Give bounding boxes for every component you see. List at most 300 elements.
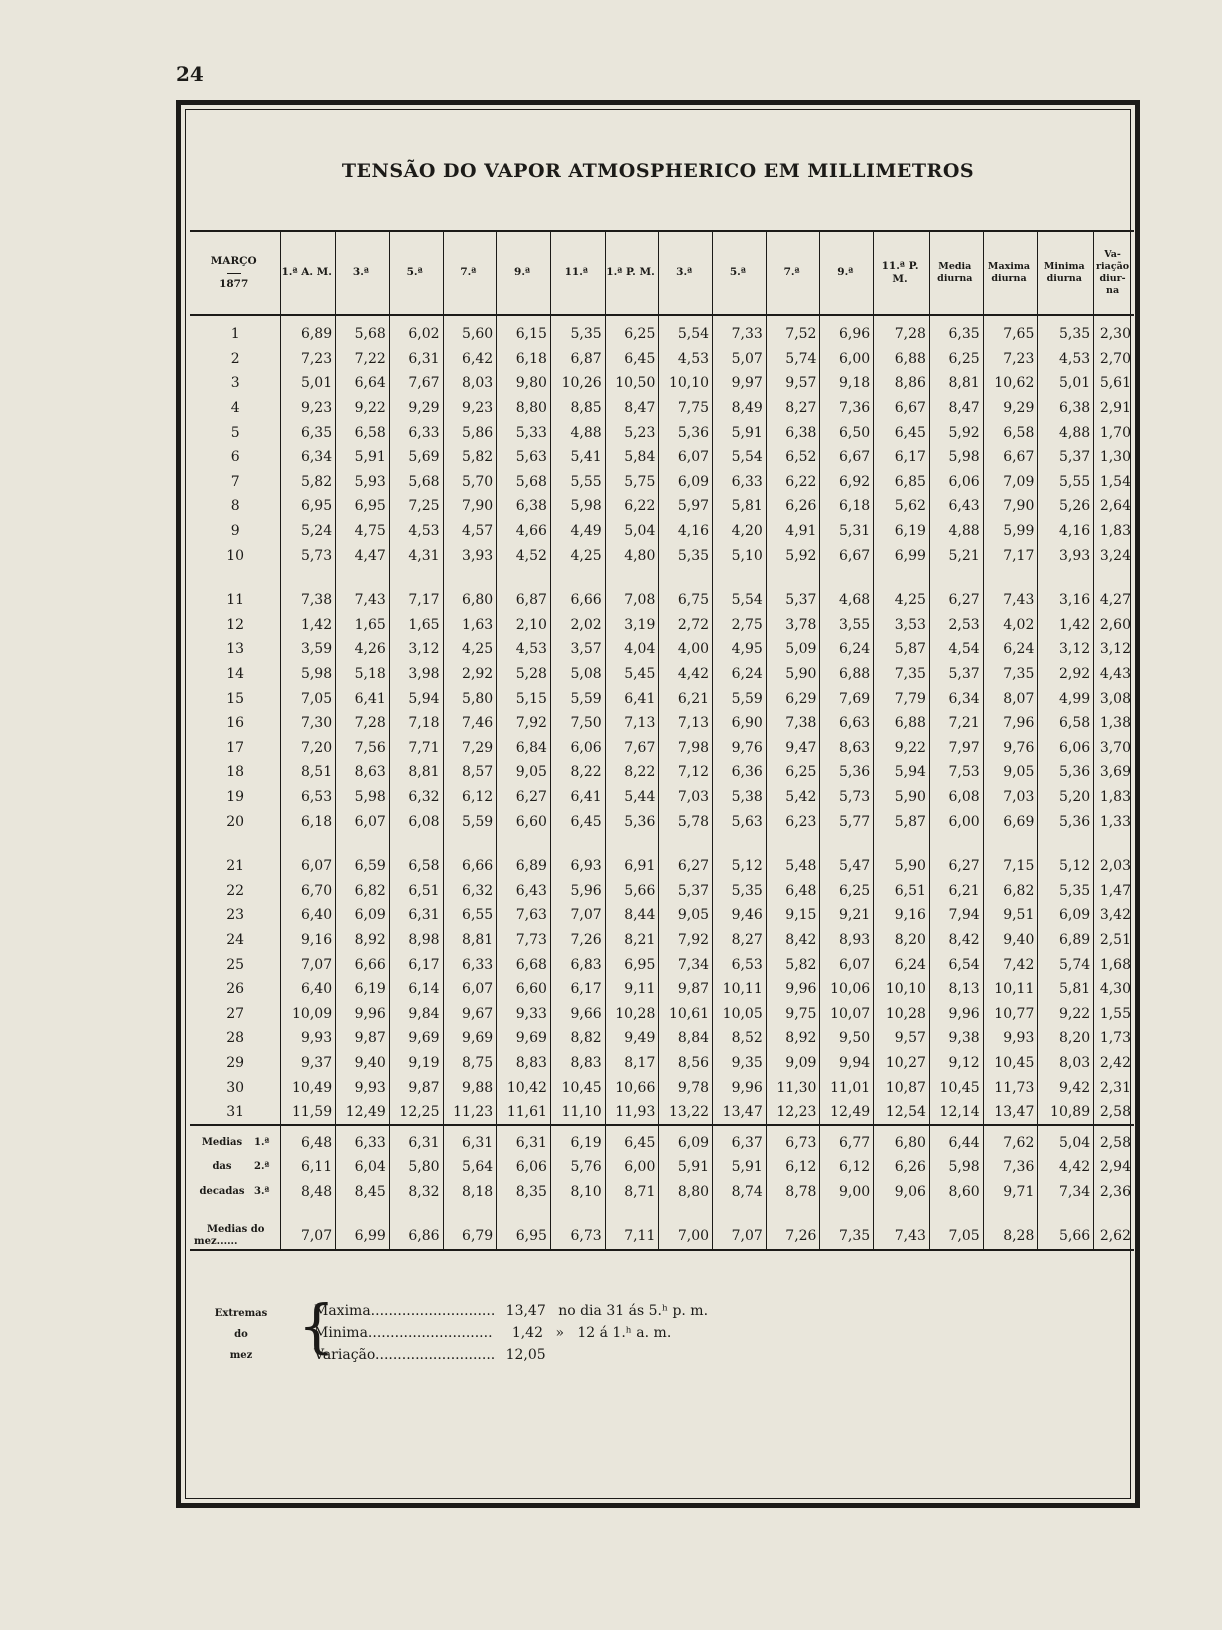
- value-cell: 7,71: [389, 736, 443, 761]
- value-cell: 3,53: [874, 613, 930, 638]
- col-header: 1.ª A. M.: [281, 231, 336, 315]
- value-cell: 7,22: [336, 347, 390, 372]
- value-cell: 6,35: [929, 315, 983, 347]
- value-cell: 5,68: [336, 315, 390, 347]
- value-cell: 5,98: [550, 494, 605, 519]
- value-cell: 6,32: [443, 878, 497, 903]
- value-cell: 1,70: [1094, 420, 1134, 445]
- value-cell: 5,84: [605, 445, 659, 470]
- value-cell: 8,84: [659, 1026, 713, 1051]
- value-cell: 5,01: [1038, 371, 1094, 396]
- value-cell: 7,28: [874, 315, 930, 347]
- month-mean-label-line: mez......: [194, 1236, 238, 1248]
- month-label: MARÇO: [210, 255, 257, 268]
- value-cell: 5,66: [1038, 1224, 1094, 1250]
- value-cell: 9,33: [497, 1001, 551, 1026]
- spacer-cell: [443, 1204, 497, 1224]
- value-cell: 6,04: [336, 1155, 390, 1180]
- col-header: 11.ª: [550, 231, 605, 315]
- value-cell: 7,79: [874, 686, 930, 711]
- value-cell: 2,62: [1094, 1224, 1134, 1250]
- value-cell: 9,05: [497, 760, 551, 785]
- value-cell: 6,84: [497, 736, 551, 761]
- value-cell: 10,77: [983, 1001, 1038, 1026]
- value-cell: 4,30: [1094, 977, 1134, 1002]
- value-cell: 8,27: [766, 396, 820, 421]
- value-cell: 8,47: [605, 396, 659, 421]
- value-cell: 3,12: [389, 637, 443, 662]
- value-cell: 6,60: [497, 809, 551, 834]
- value-cell: 9,80: [497, 371, 551, 396]
- spacer-cell: [281, 834, 336, 854]
- value-cell: 7,67: [605, 736, 659, 761]
- value-cell: 5,98: [929, 445, 983, 470]
- value-cell: 5,28: [497, 662, 551, 687]
- day-cell: 2: [230, 350, 240, 367]
- value-cell: 7,09: [983, 470, 1038, 495]
- value-cell: 10,45: [929, 1075, 983, 1100]
- value-cell: 6,87: [497, 588, 551, 613]
- value-cell: 4,31: [389, 543, 443, 568]
- value-cell: 7,28: [336, 711, 390, 736]
- value-cell: 6,08: [929, 785, 983, 810]
- value-cell: 6,95: [497, 1224, 551, 1250]
- value-cell: 6,64: [336, 371, 390, 396]
- value-cell: 6,23: [766, 809, 820, 834]
- value-cell: 7,13: [659, 711, 713, 736]
- value-cell: 6,27: [659, 854, 713, 879]
- value-cell: 6,86: [389, 1224, 443, 1250]
- value-cell: 5,26: [1038, 494, 1094, 519]
- spacer-cell: [820, 568, 874, 588]
- value-cell: 6,07: [281, 854, 336, 879]
- spacer-cell: [550, 834, 605, 854]
- value-cell: 5,97: [659, 494, 713, 519]
- value-cell: 6,67: [874, 396, 930, 421]
- value-cell: 6,68: [497, 952, 551, 977]
- value-cell: 6,58: [336, 420, 390, 445]
- spacer-cell: [1094, 834, 1134, 854]
- value-cell: 8,81: [389, 760, 443, 785]
- value-cell: 10,62: [983, 371, 1038, 396]
- value-cell: 13,47: [713, 1100, 767, 1126]
- value-cell: 4,27: [1094, 588, 1134, 613]
- spacer-cell: [389, 834, 443, 854]
- value-cell: 5,45: [605, 662, 659, 687]
- value-cell: 10,26: [550, 371, 605, 396]
- month-header: [190, 231, 281, 315]
- spacer-cell: [820, 1204, 874, 1224]
- value-cell: 1,38: [1094, 711, 1134, 736]
- value-cell: 9,57: [766, 371, 820, 396]
- extreme-value: 12,05: [505, 1347, 546, 1363]
- value-cell: 4,16: [1038, 519, 1094, 544]
- value-cell: 5,35: [550, 315, 605, 347]
- value-cell: 7,21: [929, 711, 983, 736]
- value-cell: 9,00: [820, 1180, 874, 1205]
- value-cell: 8,63: [820, 736, 874, 761]
- value-cell: 8,57: [443, 760, 497, 785]
- header-row: [190, 231, 1134, 315]
- col-header: 5.ª: [713, 231, 767, 315]
- value-cell: 5,33: [497, 420, 551, 445]
- value-cell: 1,68: [1094, 952, 1134, 977]
- value-cell: 6,06: [550, 736, 605, 761]
- value-cell: 5,98: [281, 662, 336, 687]
- col-header: 7.ª: [766, 231, 820, 315]
- value-cell: 4,80: [605, 543, 659, 568]
- value-cell: 5,99: [983, 519, 1038, 544]
- value-cell: 4,53: [659, 347, 713, 372]
- value-cell: 10,66: [605, 1075, 659, 1100]
- table-frame: [176, 100, 1140, 1508]
- value-cell: 6,45: [605, 1125, 659, 1155]
- value-cell: 7,62: [983, 1125, 1038, 1155]
- value-cell: 5,92: [766, 543, 820, 568]
- value-cell: 9,88: [443, 1075, 497, 1100]
- value-cell: 2,64: [1094, 494, 1134, 519]
- value-cell: 4,88: [1038, 420, 1094, 445]
- value-cell: 5,35: [713, 878, 767, 903]
- value-cell: 9,71: [983, 1180, 1038, 1205]
- value-cell: 8,93: [820, 928, 874, 953]
- value-cell: 7,73: [497, 928, 551, 953]
- day-cell: 4: [230, 400, 240, 417]
- value-cell: 7,38: [281, 588, 336, 613]
- value-cell: 6,33: [336, 1125, 390, 1155]
- value-cell: 5,36: [659, 420, 713, 445]
- value-cell: 1,55: [1094, 1001, 1134, 1026]
- value-cell: 7,46: [443, 711, 497, 736]
- value-cell: 1,42: [1038, 613, 1094, 638]
- value-cell: 7,34: [1038, 1180, 1094, 1205]
- value-cell: 2,91: [1094, 396, 1134, 421]
- value-cell: 5,82: [281, 470, 336, 495]
- value-cell: 6,31: [389, 1125, 443, 1155]
- value-cell: 6,70: [281, 878, 336, 903]
- day-cell: 17: [226, 739, 245, 756]
- value-cell: 5,82: [766, 952, 820, 977]
- value-cell: 5,59: [443, 809, 497, 834]
- value-cell: 9,69: [389, 1026, 443, 1051]
- value-cell: 8,56: [659, 1051, 713, 1076]
- value-cell: 9,78: [659, 1075, 713, 1100]
- value-cell: 6,07: [443, 977, 497, 1002]
- value-cell: 9,93: [281, 1026, 336, 1051]
- value-cell: 2,58: [1094, 1125, 1134, 1155]
- value-cell: 3,57: [550, 637, 605, 662]
- value-cell: 8,35: [497, 1180, 551, 1205]
- col-header: 9.ª: [820, 231, 874, 315]
- value-cell: 7,08: [605, 588, 659, 613]
- value-cell: 9,50: [820, 1026, 874, 1051]
- value-cell: 9,15: [766, 903, 820, 928]
- value-cell: 6,40: [281, 903, 336, 928]
- value-cell: 5,82: [443, 445, 497, 470]
- value-cell: 6,45: [550, 809, 605, 834]
- table-row: [190, 519, 1134, 544]
- value-cell: 6,02: [389, 315, 443, 347]
- value-cell: 6,45: [874, 420, 930, 445]
- value-cell: 6,17: [874, 445, 930, 470]
- value-cell: 6,88: [874, 711, 930, 736]
- month-mean-row: [190, 1224, 1134, 1250]
- value-cell: 5,87: [874, 809, 930, 834]
- value-cell: 8,51: [281, 760, 336, 785]
- day-cell: 18: [226, 764, 245, 781]
- value-cell: 5,18: [336, 662, 390, 687]
- value-cell: 7,03: [983, 785, 1038, 810]
- value-cell: 5,04: [1038, 1125, 1094, 1155]
- value-cell: 6,67: [820, 543, 874, 568]
- decade-label: [190, 1155, 281, 1180]
- day-cell: 30: [226, 1079, 245, 1096]
- spacer-cell: [281, 568, 336, 588]
- value-cell: 5,23: [605, 420, 659, 445]
- value-cell: 7,75: [659, 396, 713, 421]
- value-cell: 9,76: [983, 736, 1038, 761]
- value-cell: 5,35: [1038, 878, 1094, 903]
- value-cell: 9,84: [389, 1001, 443, 1026]
- value-cell: 6,09: [659, 470, 713, 495]
- value-cell: 4,25: [874, 588, 930, 613]
- value-cell: 6,66: [336, 952, 390, 977]
- value-cell: 4,43: [1094, 662, 1134, 687]
- day-cell: 10: [226, 547, 245, 564]
- value-cell: 8,22: [550, 760, 605, 785]
- value-cell: 5,09: [766, 637, 820, 662]
- value-cell: 6,06: [497, 1155, 551, 1180]
- spacer-cell: [550, 568, 605, 588]
- table-row: [190, 686, 1134, 711]
- value-cell: 6,38: [1038, 396, 1094, 421]
- spacer-cell: [929, 834, 983, 854]
- value-cell: 6,09: [659, 1125, 713, 1155]
- value-cell: 8,81: [443, 928, 497, 953]
- value-cell: 5,55: [1038, 470, 1094, 495]
- value-cell: 9,66: [550, 1001, 605, 1026]
- value-cell: 9,09: [766, 1051, 820, 1076]
- day-cell: 1: [230, 326, 240, 343]
- value-cell: 6,53: [281, 785, 336, 810]
- value-cell: 7,13: [605, 711, 659, 736]
- value-cell: 6,26: [766, 494, 820, 519]
- value-cell: 6,66: [443, 854, 497, 879]
- value-cell: 1,33: [1094, 809, 1134, 834]
- value-cell: 7,69: [820, 686, 874, 711]
- value-cell: 9,76: [713, 736, 767, 761]
- table-row: [190, 1075, 1134, 1100]
- decade-label: [190, 1180, 281, 1205]
- value-cell: 5,91: [336, 445, 390, 470]
- decade-number: 2.ª: [254, 1161, 270, 1173]
- value-cell: 5,90: [766, 662, 820, 687]
- spacer-row: [190, 834, 1134, 854]
- value-cell: 6,95: [605, 952, 659, 977]
- col-header: Maxima diurna: [983, 231, 1038, 315]
- month-rule: [227, 273, 241, 274]
- day-cell: 14: [226, 666, 245, 683]
- value-cell: 5,81: [713, 494, 767, 519]
- value-cell: 6,89: [281, 315, 336, 347]
- value-cell: 10,06: [820, 977, 874, 1002]
- value-cell: 5,48: [766, 854, 820, 879]
- value-cell: 5,74: [766, 347, 820, 372]
- value-cell: 11,93: [605, 1100, 659, 1126]
- value-cell: 6,21: [929, 878, 983, 903]
- value-cell: 8,42: [766, 928, 820, 953]
- value-cell: 7,56: [336, 736, 390, 761]
- value-cell: 9,29: [983, 396, 1038, 421]
- value-cell: 6,95: [281, 494, 336, 519]
- value-cell: 6,95: [336, 494, 390, 519]
- value-cell: 9,38: [929, 1026, 983, 1051]
- value-cell: 6,58: [389, 854, 443, 879]
- value-cell: 5,98: [336, 785, 390, 810]
- value-cell: 7,12: [659, 760, 713, 785]
- spacer-cell: [336, 1204, 390, 1224]
- value-cell: 8,45: [336, 1180, 390, 1205]
- value-cell: 6,09: [336, 903, 390, 928]
- value-cell: 11,01: [820, 1075, 874, 1100]
- value-cell: 2,02: [550, 613, 605, 638]
- value-cell: 6,26: [874, 1155, 930, 1180]
- value-cell: 4,75: [336, 519, 390, 544]
- value-cell: 6,37: [713, 1125, 767, 1155]
- value-cell: 3,42: [1094, 903, 1134, 928]
- table-row: [190, 785, 1134, 810]
- value-cell: 4,47: [336, 543, 390, 568]
- value-cell: 5,37: [929, 662, 983, 687]
- value-cell: 4,42: [1038, 1155, 1094, 1180]
- value-cell: 6,58: [983, 420, 1038, 445]
- value-cell: 7,33: [713, 315, 767, 347]
- value-cell: 7,23: [983, 347, 1038, 372]
- value-cell: 7,52: [766, 315, 820, 347]
- value-cell: 2,31: [1094, 1075, 1134, 1100]
- decade-label-text: das: [212, 1161, 232, 1173]
- value-cell: 9,75: [766, 1001, 820, 1026]
- value-cell: 5,12: [713, 854, 767, 879]
- value-cell: 7,90: [983, 494, 1038, 519]
- value-cell: 5,54: [659, 315, 713, 347]
- value-cell: 5,90: [874, 854, 930, 879]
- day-cell: 12: [226, 616, 245, 633]
- value-cell: 8,49: [713, 396, 767, 421]
- value-cell: 2,70: [1094, 347, 1134, 372]
- table-row: [190, 760, 1134, 785]
- value-cell: 6,33: [713, 470, 767, 495]
- value-cell: 6,89: [497, 854, 551, 879]
- value-cell: 13,22: [659, 1100, 713, 1126]
- value-cell: 7,34: [659, 952, 713, 977]
- value-cell: 5,54: [713, 588, 767, 613]
- value-cell: 6,07: [820, 952, 874, 977]
- value-cell: 6,15: [497, 315, 551, 347]
- value-cell: 6,12: [443, 785, 497, 810]
- spacer-cell: [497, 1204, 551, 1224]
- decade-row: [190, 1155, 1134, 1180]
- day-cell: 23: [226, 907, 245, 924]
- decade-number: 1.ª: [254, 1136, 270, 1148]
- value-cell: 5,87: [874, 637, 930, 662]
- value-cell: 10,42: [497, 1075, 551, 1100]
- extremes-label-line: Extremas: [214, 1308, 268, 1319]
- col-header: Media diurna: [929, 231, 983, 315]
- table-row: [190, 952, 1134, 977]
- spacer-cell: [659, 1204, 713, 1224]
- value-cell: 8,71: [605, 1180, 659, 1205]
- value-cell: 2,60: [1094, 613, 1134, 638]
- value-cell: 6,89: [1038, 928, 1094, 953]
- value-cell: 8,52: [713, 1026, 767, 1051]
- value-cell: 12,14: [929, 1100, 983, 1126]
- value-cell: 6,51: [389, 878, 443, 903]
- spacer-cell: [1038, 568, 1094, 588]
- day-cell: 31: [226, 1104, 245, 1121]
- day-cell: 19: [226, 788, 245, 805]
- value-cell: 7,17: [983, 543, 1038, 568]
- value-cell: 7,17: [389, 588, 443, 613]
- value-cell: 7,11: [605, 1224, 659, 1250]
- value-cell: 6,80: [874, 1125, 930, 1155]
- spacer-cell: [190, 1204, 281, 1224]
- value-cell: 2,75: [713, 613, 767, 638]
- value-cell: 4,53: [389, 519, 443, 544]
- value-cell: 6,17: [389, 952, 443, 977]
- value-cell: 9,40: [336, 1051, 390, 1076]
- value-cell: 5,76: [550, 1155, 605, 1180]
- value-cell: 5,90: [874, 785, 930, 810]
- extreme-name: Variação...........................: [314, 1347, 496, 1363]
- value-cell: 6,63: [820, 711, 874, 736]
- value-cell: 1,83: [1094, 519, 1134, 544]
- value-cell: 5,41: [550, 445, 605, 470]
- spacer-cell: [713, 568, 767, 588]
- value-cell: 5,70: [443, 470, 497, 495]
- value-cell: 9,18: [820, 371, 874, 396]
- day-cell: 29: [226, 1054, 245, 1071]
- value-cell: 2,42: [1094, 1051, 1134, 1076]
- value-cell: 6,06: [1038, 736, 1094, 761]
- brace-symbol: {: [298, 1292, 335, 1360]
- value-cell: 6,41: [550, 785, 605, 810]
- value-cell: 6,00: [605, 1155, 659, 1180]
- value-cell: 10,05: [713, 1001, 767, 1026]
- col-header: Va- riação diur- na: [1094, 231, 1134, 315]
- value-cell: 6,99: [336, 1224, 390, 1250]
- value-cell: 9,29: [389, 396, 443, 421]
- value-cell: 6,75: [659, 588, 713, 613]
- value-cell: 4,66: [497, 519, 551, 544]
- value-cell: 7,97: [929, 736, 983, 761]
- value-cell: 4,68: [820, 588, 874, 613]
- value-cell: 5,77: [820, 809, 874, 834]
- value-cell: 12,25: [389, 1100, 443, 1126]
- value-cell: 8,80: [659, 1180, 713, 1205]
- value-cell: 9,37: [281, 1051, 336, 1076]
- value-cell: 3,98: [389, 662, 443, 687]
- value-cell: 9,93: [983, 1026, 1038, 1051]
- value-cell: 6,38: [766, 420, 820, 445]
- value-cell: 7,43: [983, 588, 1038, 613]
- value-cell: 7,92: [497, 711, 551, 736]
- value-cell: 5,01: [281, 371, 336, 396]
- value-cell: 8,80: [497, 396, 551, 421]
- value-cell: 9,16: [874, 903, 930, 928]
- value-cell: 10,27: [874, 1051, 930, 1076]
- value-cell: 9,94: [820, 1051, 874, 1076]
